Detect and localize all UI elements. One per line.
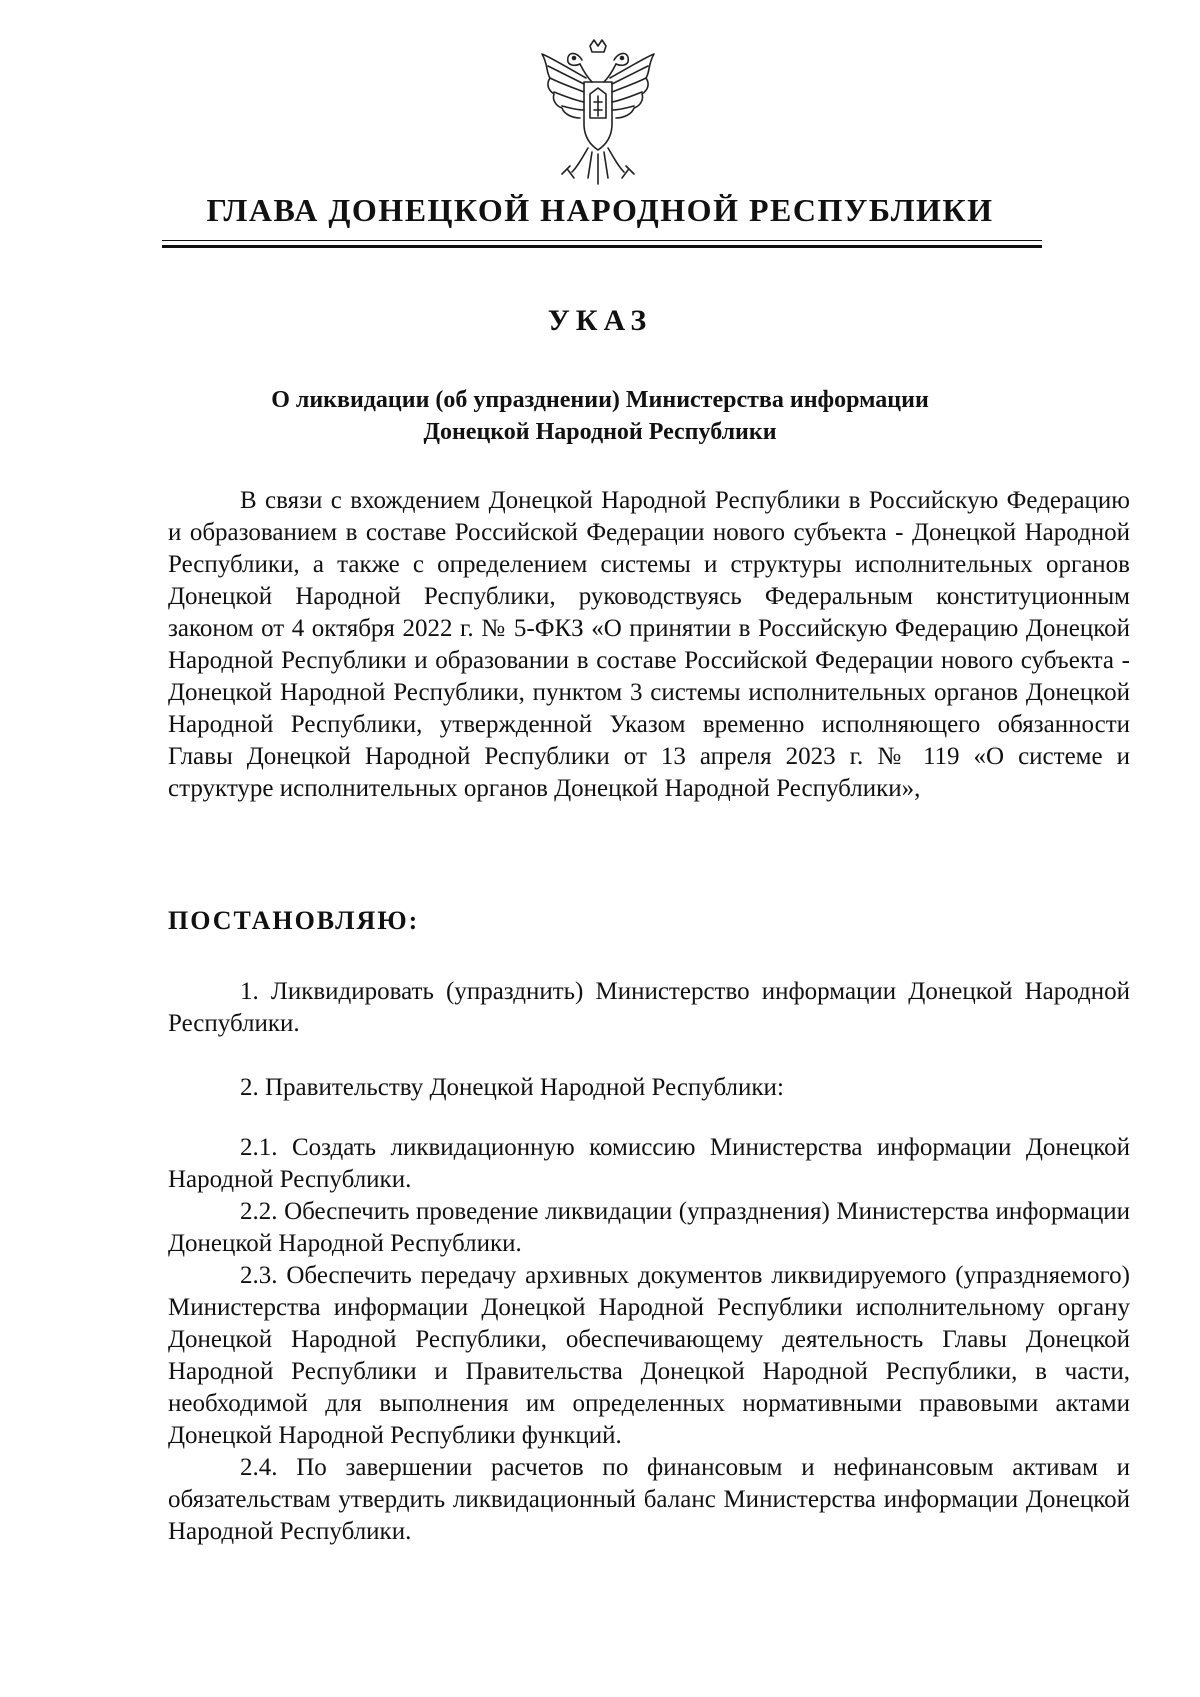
document-title-line: О ликвидации (об упразднении) Министерства информации — [271, 387, 929, 413]
decree-item-1 — [168, 976, 1130, 1040]
decree-subitem-2-2: 2.2. Обеспечить проведение ликвидации (упразднения) Министерства информации Донецкой Народной Республики. — [168, 1198, 1130, 1257]
decree-subitem-2-3: 2.3. Обеспечить передачу архивных документов ликвидируемого (упраздняемого) Министерства информации Донецкой Народной Республики исполнительному органу Донецкой Народной Республики, обеспечивающему деятельность Главы Донецкой Народной Республики и Правительства Донецкой Народной Республики, в части, необходимой для выполнения им определенных нормативными правовыми актами Донецкой Народной Республики функций. — [168, 1262, 1130, 1449]
document-title — [160, 384, 1040, 448]
eagle-coat-of-arms-icon — [538, 38, 658, 188]
document-title-line: Донецкой Народной Республики — [423, 419, 777, 445]
decree-item-text: 2. Правительству Донецкой Народной Республики: — [240, 1074, 784, 1101]
header-divider-thin — [162, 240, 1042, 241]
decree-item-text: 1. Ликвидировать (упразднить) Министерство информации Донецкой Народной Республики. — [168, 978, 1130, 1037]
decree-subitem-2-4: 2.4. По завершении расчетов по финансовым и нефинансовым активам и обязательствам утвердить ликвидационный баланс Министерства информации Донецкой Народной Республики. — [168, 1454, 1130, 1545]
preamble-block — [168, 485, 1130, 805]
decree-item-2 — [168, 1072, 1130, 1104]
header-divider-thick — [162, 245, 1042, 248]
preamble-paragraph: В связи с вхождением Донецкой Народной Республики в Российскую Федерацию и образованием в составе Российской Федерации нового субъекта - Донецкой Народной Республики, а также с определением системы и структуры исполнительных органов Донецкой Народной Республики, руководствуясь Федеральным конституционным законом от 4 октября 2022 г. № 5-ФКЗ «О принятии в Российскую Федерацию Донецкой Народной Республики и образовании в составе Российской Федерации нового субъекта - Донецкой Народной Республики, пунктом 3 системы исполнительных органов Донецкой Народной Республики, утвержденной Указом временно исполняющего обязанности Главы Донецкой Народной Республики от 13 апреля 2023 г. № 119 «О системе и структуре исполнительных органов Донецкой Народной Республики», — [168, 487, 1130, 802]
decree-subitem-2-1: 2.1. Создать ликвидационную комиссию Министерства информации Донецкой Народной Республики. — [168, 1134, 1130, 1193]
decree-operative-word: ПОСТАНОВЛЯЮ: — [168, 906, 420, 935]
decree-subitems — [168, 1132, 1130, 1548]
document-type: УКАЗ — [547, 304, 653, 337]
issuing-authority: ГЛАВА ДОНЕЦКОЙ НАРОДНОЙ РЕСПУБЛИКИ — [206, 192, 994, 228]
